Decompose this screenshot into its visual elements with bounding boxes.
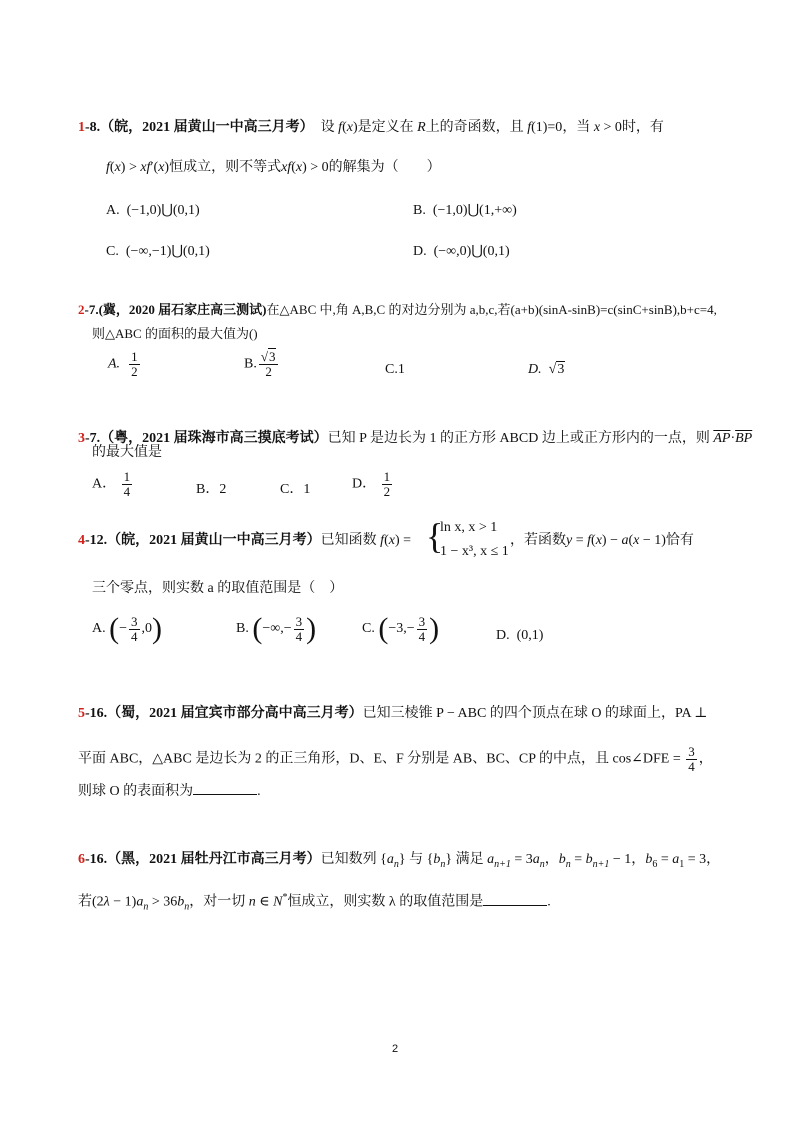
q6-line1: 6-16.（黑，2021 届牡丹江市高三月考）已知数列 $\{a_n\}$ 与 $\{b_n\}$ 满足 $a_{n+1} = 3a_n$，$b_n = b_{n+1} - 1$，$b_6 = a_1 = 3$， [78,852,721,870]
q3-source: （粤，2021 届珠海市高三摸底考试） [100,431,328,446]
q6-number: 6 [78,852,85,867]
q2-option-c: C.1 [385,362,405,377]
q1-stem-c: 上的奇函数，且 [425,120,524,135]
q4-option-a: A. (− $\frac{3}{4}$ ,0) [92,612,163,645]
q1-source: （皖，2021 届黄山一中高三月考） [100,120,314,135]
q6-answer-blank[interactable] [483,893,547,906]
q3-stem: 已知 P 是边长为 1 的正方形 ABCD 边上或正方形内的一点，则 [327,431,710,446]
q3-option-a: A． $\frac{1}{4}$ [92,469,131,499]
q6-source: （黑，2021 届牡丹江市高三月考） [107,852,321,867]
q1-option-c: C. (−∞,−1)⋃(0,1) [106,244,210,259]
q2-line1 [78,302,717,318]
q1-number: 1 [78,120,85,135]
q2-option-d: D. √3 [528,362,565,377]
q4-option-b: B. (−∞,− $\frac{3}{4}$ ) [236,612,317,645]
q3-index: -7. [85,431,101,446]
q2-number: 2 [78,302,85,317]
q6-line2: 若$(2\lambda - 1)a_n > 36b_n$，对一切 n ∈ N*恒成立，则实数 λ 的取值范围是 . [78,892,551,913]
q3-option-d: D． $\frac{1}{2}$ [352,469,391,499]
q1-index: -8. [85,120,101,135]
q4-line1: 4-12.（皖，2021 届黄山一中高三月考）已知函数 f(x) = [78,533,412,548]
q5-line2: 平面 ABC，△ABC 是边长为 2 的正三角形，D、E、F 分别是 AB、BC、CP 的中点，且 cos∠DFE = $\frac{3}{4}$ ， [78,744,713,774]
q1-line2: f(x) > xf′(x)恒成立，则不等式xf(x) > 0的解集为（ ） [106,160,441,175]
q3-line2: 的最大值是 [92,445,162,460]
q5-stem: 已知三棱锥 P − ABC 的四个顶点在球 O 的球面上，PA ⊥ [362,706,708,721]
q1-stem-b: 是定义在 [357,120,414,135]
q4-case2: 1 − x³, x ≤ 1 [440,544,509,559]
q4-line1-tail: ，若函数y = f(x) − a(x − 1)恰有 [510,533,694,548]
q1-line1: 1-8.（皖，2021 届黄山一中高三月考） 设 f(x)是定义在 R上的奇函数，且 f(1)=0，当 x > 0时，有 [78,120,664,135]
q5-index: -16. [85,706,108,721]
q5-answer-blank[interactable] [193,782,257,795]
q1-stem-e: 时，有 [621,120,664,135]
q4-case1: ln x, x > 1 [440,520,498,535]
q4-option-d: D. (0,1) [496,628,544,643]
q6-index: -16. [85,852,108,867]
q1-line2-a: 恒成立，则不等式 [169,160,282,175]
q2-stem: 在△ABC 中,角 A,B,C 的对边分别为 a,b,c,若(a+b)(sinA-sinB)=c(sinC+sinB),b+c=4, [266,302,717,317]
q1-option-a: A. (−1,0)⋃(0,1) [106,203,200,218]
q5-source: （蜀，2021 届宜宾市部分高中高三月考） [107,706,363,721]
q2-option-b: B. $\frac{√3}{2}$ [244,350,280,378]
q4-line2: 三个零点，则实数 a 的取值范围是（ ） [92,581,344,596]
q5-number: 5 [78,706,85,721]
q2-option-a: A. $\frac{1}{2}$ [108,349,138,379]
q4-stem-a: 已知函数 [320,533,377,548]
q1-stem-a: 设 [320,120,335,135]
q1-line2-b: 的解集为（ ） [328,160,441,175]
q3-number: 3 [78,431,85,446]
q2-index: -7. [84,302,99,317]
q5-line1 [78,706,707,723]
q1-option-d: D. (−∞,0)⋃(0,1) [413,244,510,259]
q5-line3: 则球 O 的表面积为 . [78,784,261,799]
q4-piecewise-brace: { [426,516,444,556]
q1-option-b: B. (−1,0)⋃(1,+∞) [413,203,517,218]
q4-option-c: C. (−3,− $\frac{3}{4}$ ) [362,612,440,645]
q3-line1: 3-7.（粤，2021 届珠海市高三摸底考试）已知 P 是边长为 1 的正方形 ABCD 边上或正方形内的一点，则 $\overline{AP}\cdot\overline{BP}$ [78,431,753,446]
q4-number: 4 [78,533,85,548]
q4-source: （皖，2021 届黄山一中高三月考） [107,533,321,548]
q4-index: -12. [85,533,108,548]
q3-option-b: B．2 [196,482,227,497]
q6-stem: 已知数列 [320,852,377,867]
q3-option-c: C．1 [280,482,311,497]
q2-line2: 则△ABC 的面积的最大值为() [92,326,258,341]
page-number: 2 [392,1043,399,1055]
q2-source: (冀，2020 届石家庄高三测试) [98,302,267,317]
q1-stem-d: ，当 [562,120,591,135]
